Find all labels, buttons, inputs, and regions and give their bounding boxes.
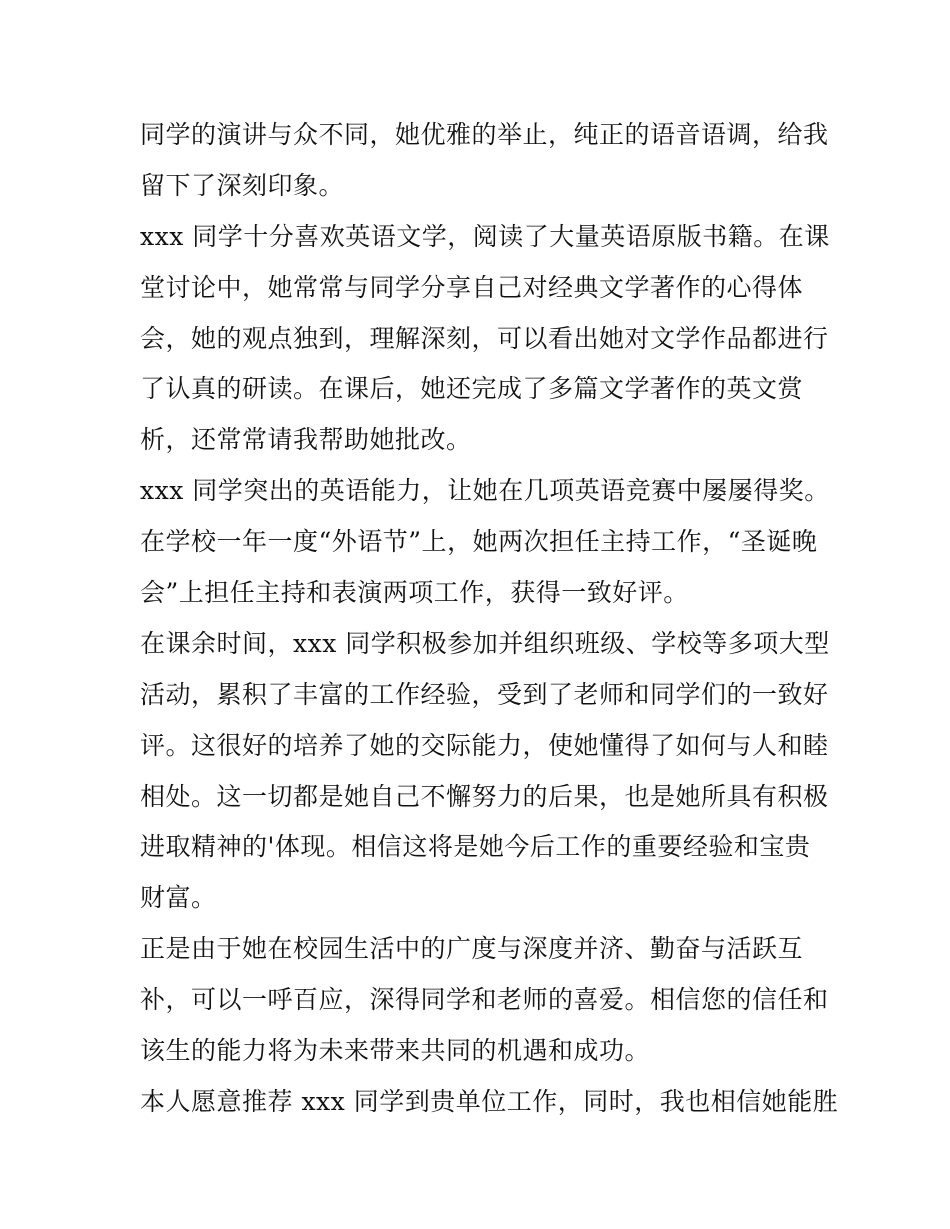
text-line: 正是由于她在校园生活中的广度与深度并济、勤奋与活跃互 [140, 934, 804, 964]
text-line: 补，可以一呼百应，深得同学和老师的喜爱。相信您的信任和 [140, 985, 829, 1015]
text-line: 评。这很好的培养了她的交际能力，使她懂得了如何与人和睦 [140, 730, 829, 760]
text-line: 了认真的研读。在课后，她还完成了多篇文学著作的英文赏 [140, 374, 804, 404]
text-line: 本人愿意推荐 xxx 同学到贵单位工作，同时，我也相信她能胜 [140, 1086, 839, 1116]
text-line: 在学校一年一度“外语节”上，她两次担任主持工作，“圣诞晚 [140, 527, 818, 557]
text-line: 留下了深刻印象。 [140, 170, 345, 200]
text-line: 会，她的观点独到，理解深刻，可以看出她对文学作品都进行 [140, 323, 829, 353]
text-line: 进取精神的'体现。相信这将是她今后工作的重要经验和宝贵 [140, 832, 811, 862]
text-line: 在课余时间，xxx 同学积极参加并组织班级、学校等多项大型 [140, 628, 830, 658]
text-line: 相处。这一切都是她自己不懈努力的后果，也是她所具有积极 [140, 781, 829, 811]
text-line: 财富。 [140, 883, 217, 913]
text-line: 会”上担任主持和表演两项工作，获得一致好评。 [140, 578, 689, 608]
text-line: 堂讨论中，她常常与同学分享自己对经典文学著作的心得体 [140, 272, 804, 302]
text-line: xxx 同学突出的英语能力，让她在几项英语竞赛中屡屡得奖。 [140, 476, 830, 506]
text-line: 该生的能力将为未来带来共同的机遇和成功。 [140, 1036, 651, 1066]
letter-body [140, 110, 839, 1128]
text-line: 活动，累积了丰富的工作经验，受到了老师和同学们的一致好 [140, 679, 829, 709]
text-line: xxx 同学十分喜欢英语文学，阅读了大量英语原版书籍。在课 [140, 221, 830, 251]
text-line: 同学的演讲与众不同，她优雅的举止，纯正的语音语调，给我 [140, 120, 829, 149]
text-line: 析，还常常请我帮助她批改。 [140, 425, 472, 455]
